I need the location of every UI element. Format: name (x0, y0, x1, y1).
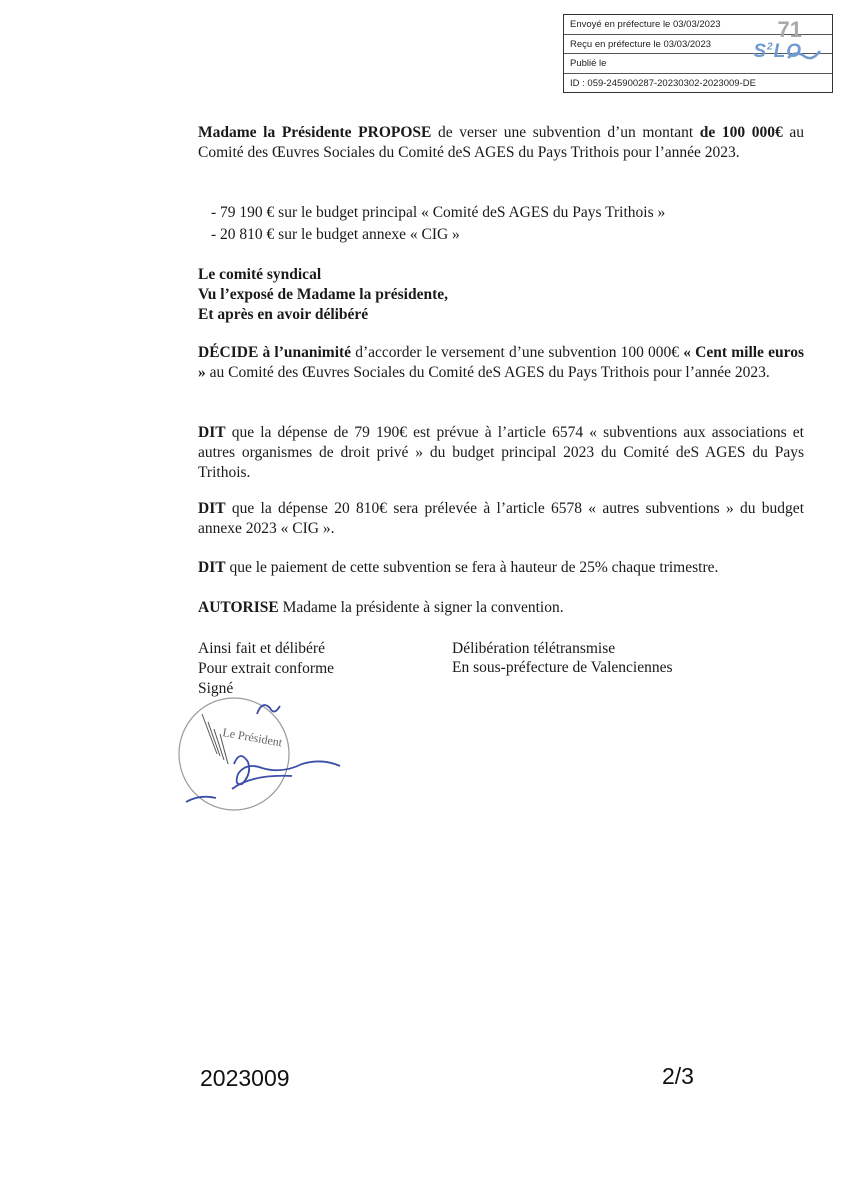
proposal-amount: de 100 000€ (699, 124, 783, 141)
decision-lead: DÉCIDE à l’unanimité (198, 344, 352, 361)
stamp-received-date: Reçu en préfecture le 03/03/2023 (564, 35, 832, 55)
seal-and-signature-icon (172, 694, 352, 824)
slo-swoosh-icon (786, 48, 822, 62)
closing-left-3: Signé (198, 680, 234, 697)
dit-paragraph-3: DIT que le paiement de cette subvention se fera à hauteur de 25% chaque trimestre. (198, 559, 719, 576)
budget-item-principal: - 79 190 € sur le budget principal « Comité deS AGES du Pays Trithois » (211, 204, 666, 221)
proposal-lead: Madame la Présidente PROPOSE (198, 124, 432, 141)
committee-line-1: Le comité syndical (198, 266, 322, 283)
decision-amount: « Cent mille euros » (198, 344, 805, 381)
closing-right-1: Délibération télétransmise (452, 640, 616, 657)
stamp-id: ID : 059-245900287-20230302-2023009-DE (570, 77, 756, 89)
decision-paragraph: DÉCIDE à l’unanimité d’accorder le versement d’une subvention 100 000€ « Cent mille euros » au Comité des Œuvres Sociales du Comité deS AGES du Pays Trithois pour l’année 2023. (198, 344, 805, 381)
authorise-paragraph: AUTORISE Madame la présidente à signer la convention. (198, 599, 564, 616)
stamp-published: Publié le (564, 54, 832, 74)
footer-reference: 2023009 (200, 1065, 290, 1091)
stamp-sent-date: Envoyé en préfecture le 03/03/2023 (564, 15, 832, 35)
closing-right-2: En sous-préfecture de Valenciennes (452, 659, 673, 676)
stamp-number: 71 (777, 17, 802, 42)
committee-line-3: Et après en avoir délibéré (198, 306, 369, 323)
committee-line-2: Vu l’exposé de Madame la présidente, (198, 286, 448, 303)
proposal-paragraph: Madame la Présidente PROPOSE de verser une subvention d’un montant de 100 000€ au Comité des Œuvres Sociales du Comité deS AGES du Pays Trithois pour l’année 2023. (198, 124, 805, 161)
slo-logo: $S^2LO$ (753, 41, 802, 62)
budget-item-annex: - 20 810 € sur le budget annexe « CIG » (211, 226, 460, 243)
page-number: 2/3 (662, 1063, 694, 1089)
closing-left-2: Pour extrait conforme (198, 660, 335, 677)
prefecture-stamp (563, 14, 833, 93)
dit-paragraph-1: DIT que la dépense de 79 190€ est prévue à l’article 6574 « subventions aux associations et autres organismes de droit privé » du budget principal 2023 du Comité deS AGES du Pays Trithois. (198, 424, 804, 481)
closing-left-1: Ainsi fait et délibéré (198, 640, 325, 657)
svg-text:Le Président: Le Président (221, 725, 284, 750)
dit-paragraph-2: DIT que la dépense 20 810€ sera prélevée à l’article 6578 « autres subventions » du budget annexe 2023 « CIG ». (198, 500, 804, 537)
